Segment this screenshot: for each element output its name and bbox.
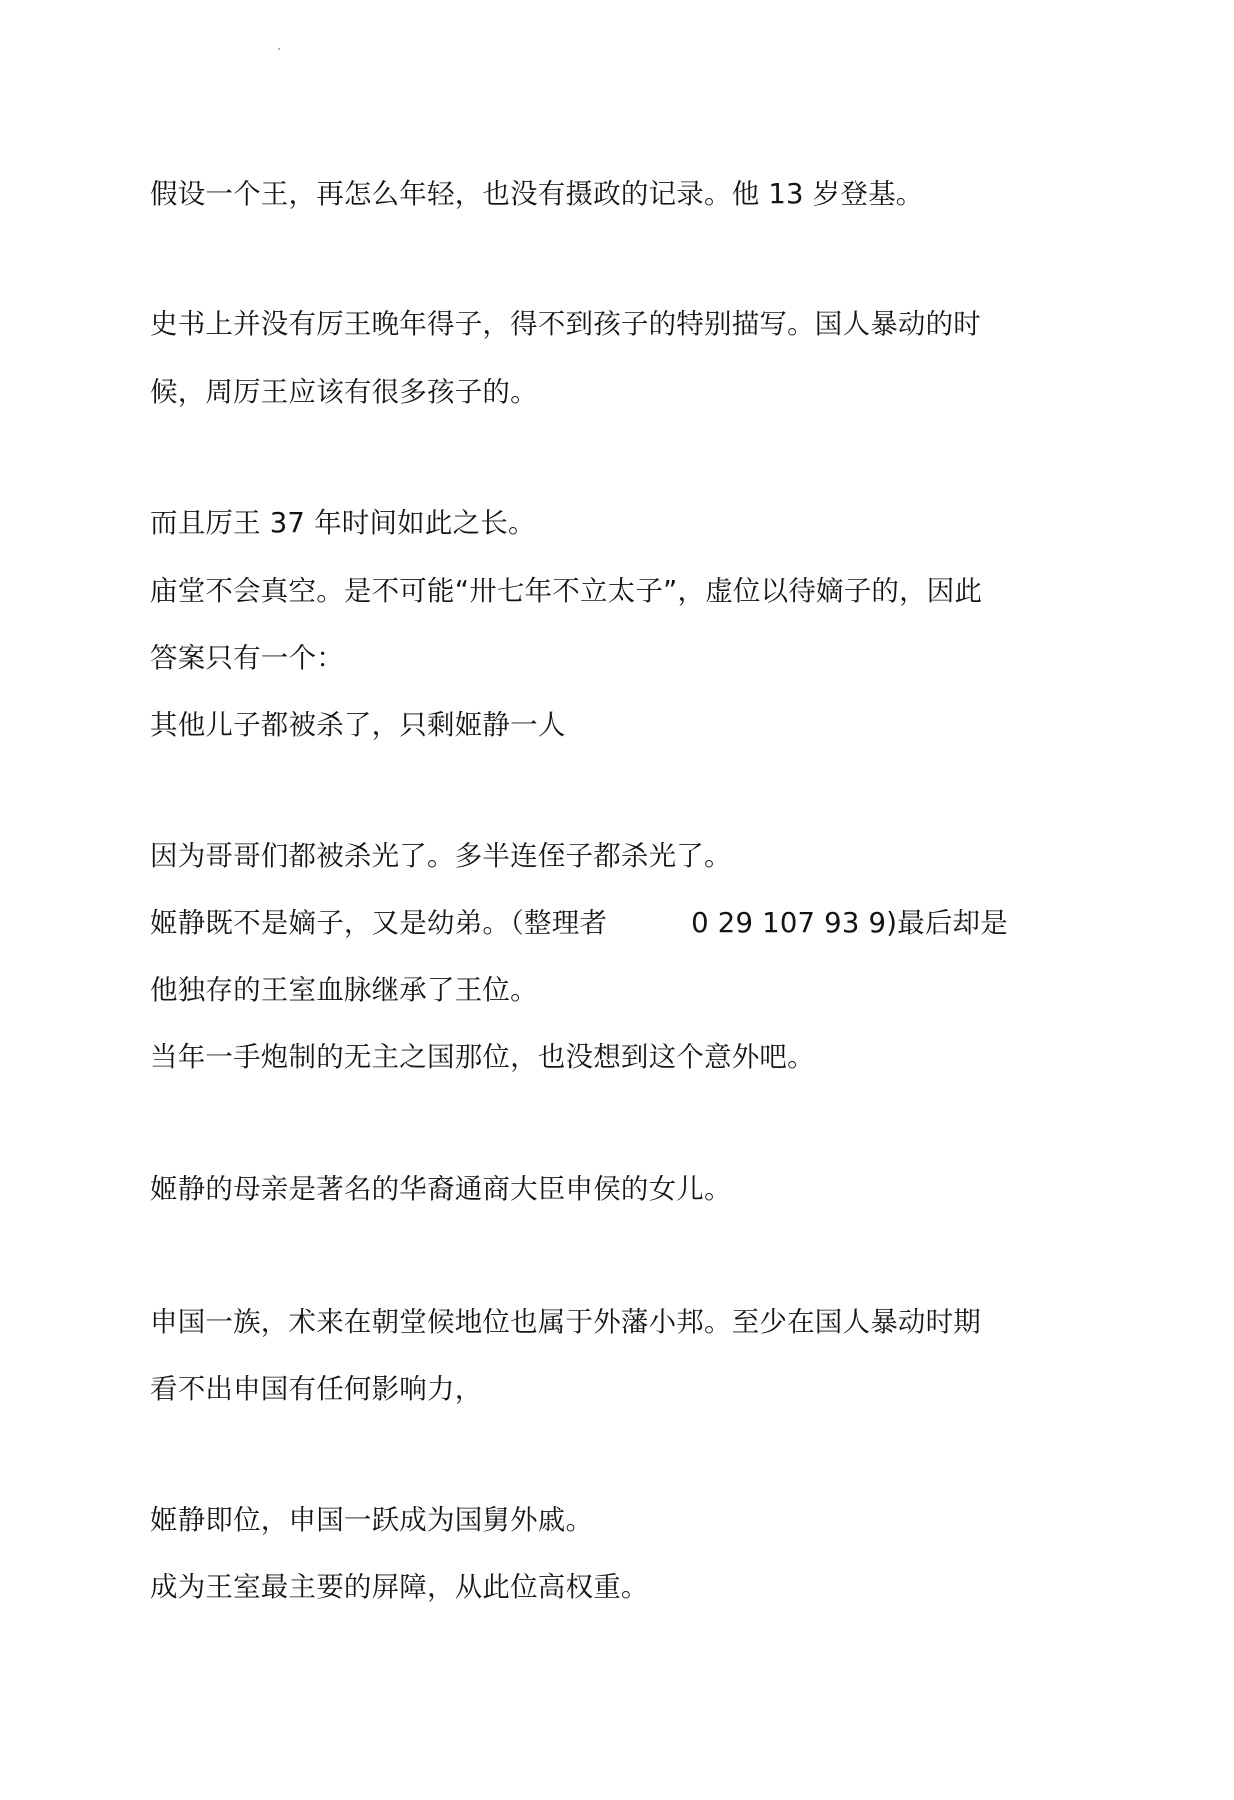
text-line: 因为哥哥们都被杀光了。多半连侄子都杀光了。 [150, 840, 732, 872]
text-segment: 姬静既不是嫡子，又是幼弟。（整理者 [150, 907, 608, 939]
text-line: 史书上并没有厉王晚年得子，得不到孩子的特别描写。国人暴动的时 [150, 308, 981, 340]
text-line: 其他儿子都被杀了，只剩姬静一人 [150, 709, 566, 741]
text-line [150, 906, 1008, 940]
text-line: 答案只有一个： [150, 642, 344, 674]
text-line: 候，周厉王应该有很多孩子的。 [150, 376, 538, 408]
text-segment: 0 29 107 93 9)最后却是 [691, 907, 1008, 939]
text-line: 姬静即位，申国一跃成为国舅外戚。 [150, 1504, 594, 1536]
text-line: 申国一族，术来在朝堂候地位也属于外藩小邦。至少在国人暴动时期 [150, 1306, 981, 1338]
text-line: 姬静的母亲是著名的华裔通商大臣申侯的女儿。 [150, 1173, 732, 1205]
text-line: 当年一手炮制的无主之国那位，也没想到这个意外吧。 [150, 1041, 815, 1073]
text-line: 而且厉王 37 年时间如此之长。 [150, 507, 536, 539]
scan-speck [278, 48, 280, 50]
text-line: 成为王室最主要的屏障，从此位高权重。 [150, 1571, 649, 1603]
text-line: 看不出申国有任何影响力， [150, 1373, 483, 1405]
text-line: 假设一个王，再怎么年轻，也没有摄政的记录。他 13 岁登基。 [150, 178, 924, 210]
text-line: 他独存的王室血脉继承了王位。 [150, 974, 538, 1006]
text-line: 庙堂不会真空。是不可能“卅七年不立太子”，虚位以待嫡子的，因此 [150, 575, 983, 607]
